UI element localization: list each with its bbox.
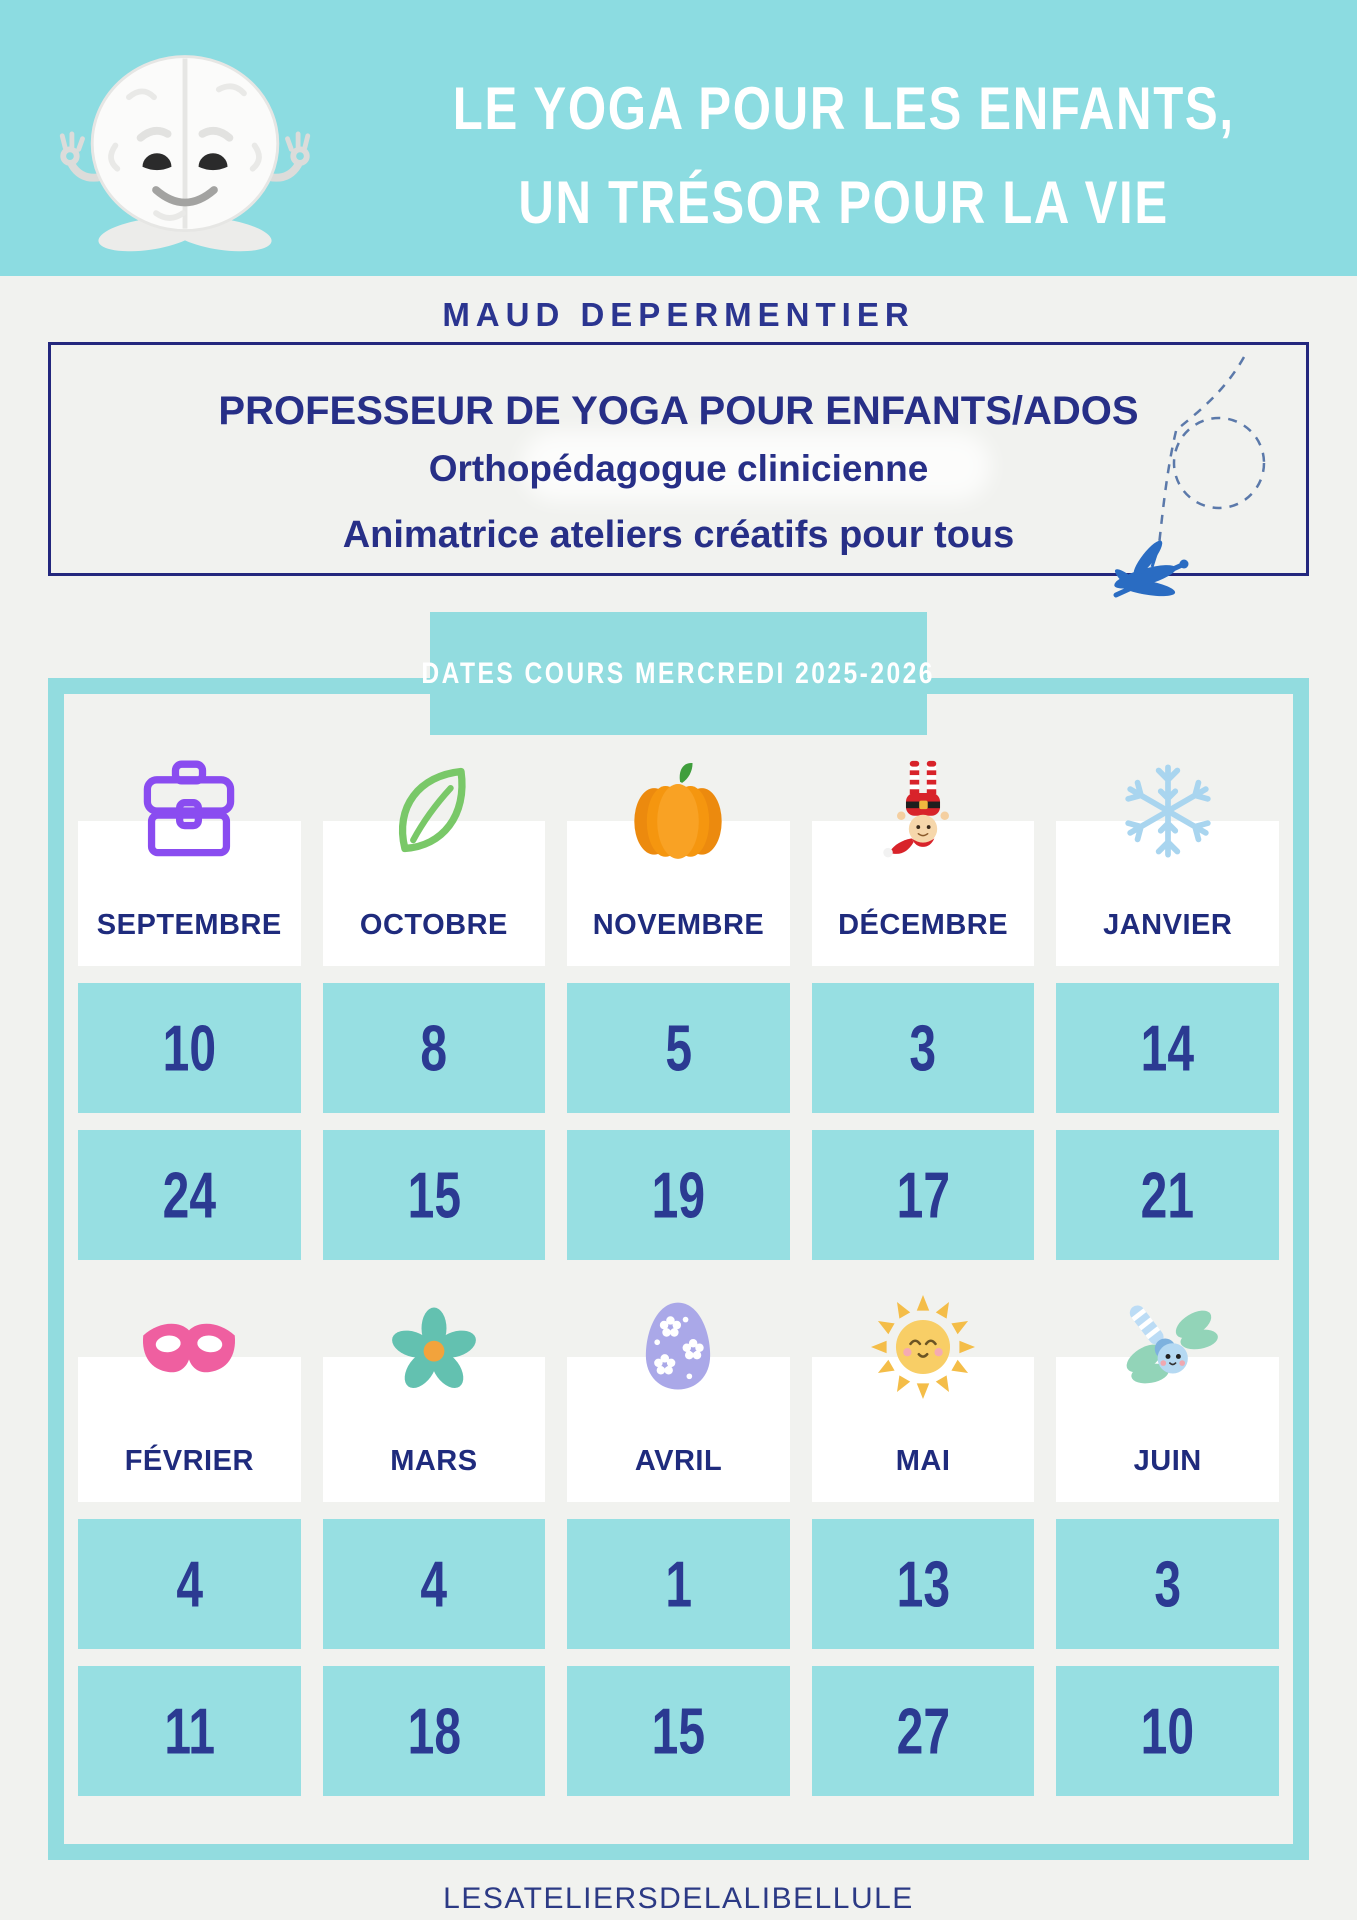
date-cell-decembre-1 <box>812 983 1035 1113</box>
calendar-box <box>48 678 1309 1860</box>
month-card-septembre <box>78 821 301 966</box>
carnival-mask-icon <box>137 1295 241 1399</box>
instructor-info-box <box>48 342 1309 576</box>
instructor-subtitle-2: Animatrice ateliers créatifs pour tous <box>342 514 1015 556</box>
date-value: 21 <box>1140 1158 1195 1232</box>
date-cell-decembre-2 <box>812 1130 1035 1260</box>
date-cell-mars-1 <box>323 1519 546 1649</box>
date-cell-avril-1 <box>567 1519 790 1649</box>
date-cell-fevrier-1 <box>78 1519 301 1649</box>
date-value: 4 <box>420 1547 448 1621</box>
school-bag-icon <box>137 759 241 863</box>
calendar-first-half <box>78 821 1279 1260</box>
date-value: 3 <box>909 1011 937 1085</box>
dragonfly-icon <box>1112 537 1188 599</box>
month-label: OCTOBRE <box>359 909 508 941</box>
christmas-elf-icon <box>871 759 975 863</box>
date-value: 27 <box>896 1694 950 1768</box>
month-label: JUIN <box>1133 1445 1202 1477</box>
date-value: 18 <box>407 1694 461 1768</box>
date-value: 10 <box>1140 1694 1195 1768</box>
date-value: 4 <box>175 1547 203 1621</box>
dragonfly-icon <box>1116 1295 1220 1399</box>
header-banner <box>0 0 1357 276</box>
instructor-title: PROFESSEUR DE YOGA POUR ENFANTS/ADOS <box>218 389 1139 433</box>
flower-icon <box>382 1295 486 1399</box>
month-label: AVRIL <box>634 1445 723 1477</box>
date-cell-juin-2 <box>1056 1666 1279 1796</box>
page-title <box>330 0 1357 250</box>
leaf-icon <box>382 759 486 863</box>
page-title-line1: LE YOGA POUR LES ENFANTS, <box>452 75 1235 142</box>
date-value: 1 <box>665 1547 692 1621</box>
date-cell-fevrier-2 <box>78 1666 301 1796</box>
date-cell-septembre-1 <box>78 983 301 1113</box>
snowflake-icon <box>1116 759 1220 863</box>
dates-banner <box>421 612 936 735</box>
date-value: 19 <box>651 1158 706 1232</box>
page-title-line2: UN TRÉSOR POUR LA VIE <box>518 169 1169 236</box>
date-value: 11 <box>163 1694 215 1768</box>
date-value: 24 <box>162 1158 216 1232</box>
date-cell-juin-1 <box>1056 1519 1279 1649</box>
date-value: 5 <box>665 1011 692 1085</box>
date-value: 17 <box>896 1158 950 1232</box>
date-value: 3 <box>1154 1547 1182 1621</box>
date-cell-octobre-2 <box>323 1130 546 1260</box>
month-label: FÉVRIER <box>124 1445 254 1477</box>
instructor-subtitle-1: Orthopédagogue clinicienne <box>428 448 929 489</box>
month-label: NOVEMBRE <box>592 909 765 941</box>
date-cell-mai-2 <box>812 1666 1035 1796</box>
calendar-second-half <box>78 1357 1279 1796</box>
sun-icon <box>871 1295 975 1399</box>
meditating-brain-icon <box>40 28 330 263</box>
date-value: 13 <box>896 1547 950 1621</box>
date-cell-mars-2 <box>323 1666 546 1796</box>
pumpkin-icon <box>626 759 730 863</box>
date-cell-novembre-2 <box>567 1130 790 1260</box>
month-card-octobre <box>323 821 546 966</box>
instructor-name: MAUD DEPERMENTIER <box>442 296 915 333</box>
month-label: MAI <box>895 1445 951 1477</box>
date-cell-octobre-1 <box>323 983 546 1113</box>
month-card-decembre <box>812 821 1035 966</box>
dragonfly-flightpath-icon <box>1082 351 1292 601</box>
month-card-avril <box>567 1357 790 1502</box>
dates-banner-label: DATES COURS MERCREDI 2025-2026 <box>421 656 936 690</box>
date-cell-avril-2 <box>567 1666 790 1796</box>
easter-egg-icon <box>626 1295 730 1399</box>
month-card-juin <box>1056 1357 1279 1502</box>
month-label: JANVIER <box>1103 909 1233 941</box>
date-value: 10 <box>162 1011 216 1085</box>
month-card-janvier <box>1056 821 1279 966</box>
date-value: 8 <box>420 1011 448 1085</box>
date-value: 15 <box>651 1694 706 1768</box>
date-cell-septembre-2 <box>78 1130 301 1260</box>
month-label: DÉCEMBRE <box>838 909 1009 941</box>
footer-text: LESATELIERSDELALIBELLULE <box>443 1882 914 1915</box>
month-card-mars <box>323 1357 546 1502</box>
meditating-brain-icon <box>0 0 330 276</box>
date-cell-novembre-1 <box>567 983 790 1113</box>
date-cell-janvier-2 <box>1056 1130 1279 1260</box>
date-value: 15 <box>407 1158 461 1232</box>
month-label: MARS <box>390 1445 478 1477</box>
month-card-fevrier <box>78 1357 301 1502</box>
month-card-mai <box>812 1357 1035 1502</box>
month-label: SEPTEMBRE <box>96 909 282 941</box>
date-value: 14 <box>1140 1011 1195 1085</box>
date-cell-mai-1 <box>812 1519 1035 1649</box>
month-card-novembre <box>567 821 790 966</box>
date-cell-janvier-1 <box>1056 983 1279 1113</box>
